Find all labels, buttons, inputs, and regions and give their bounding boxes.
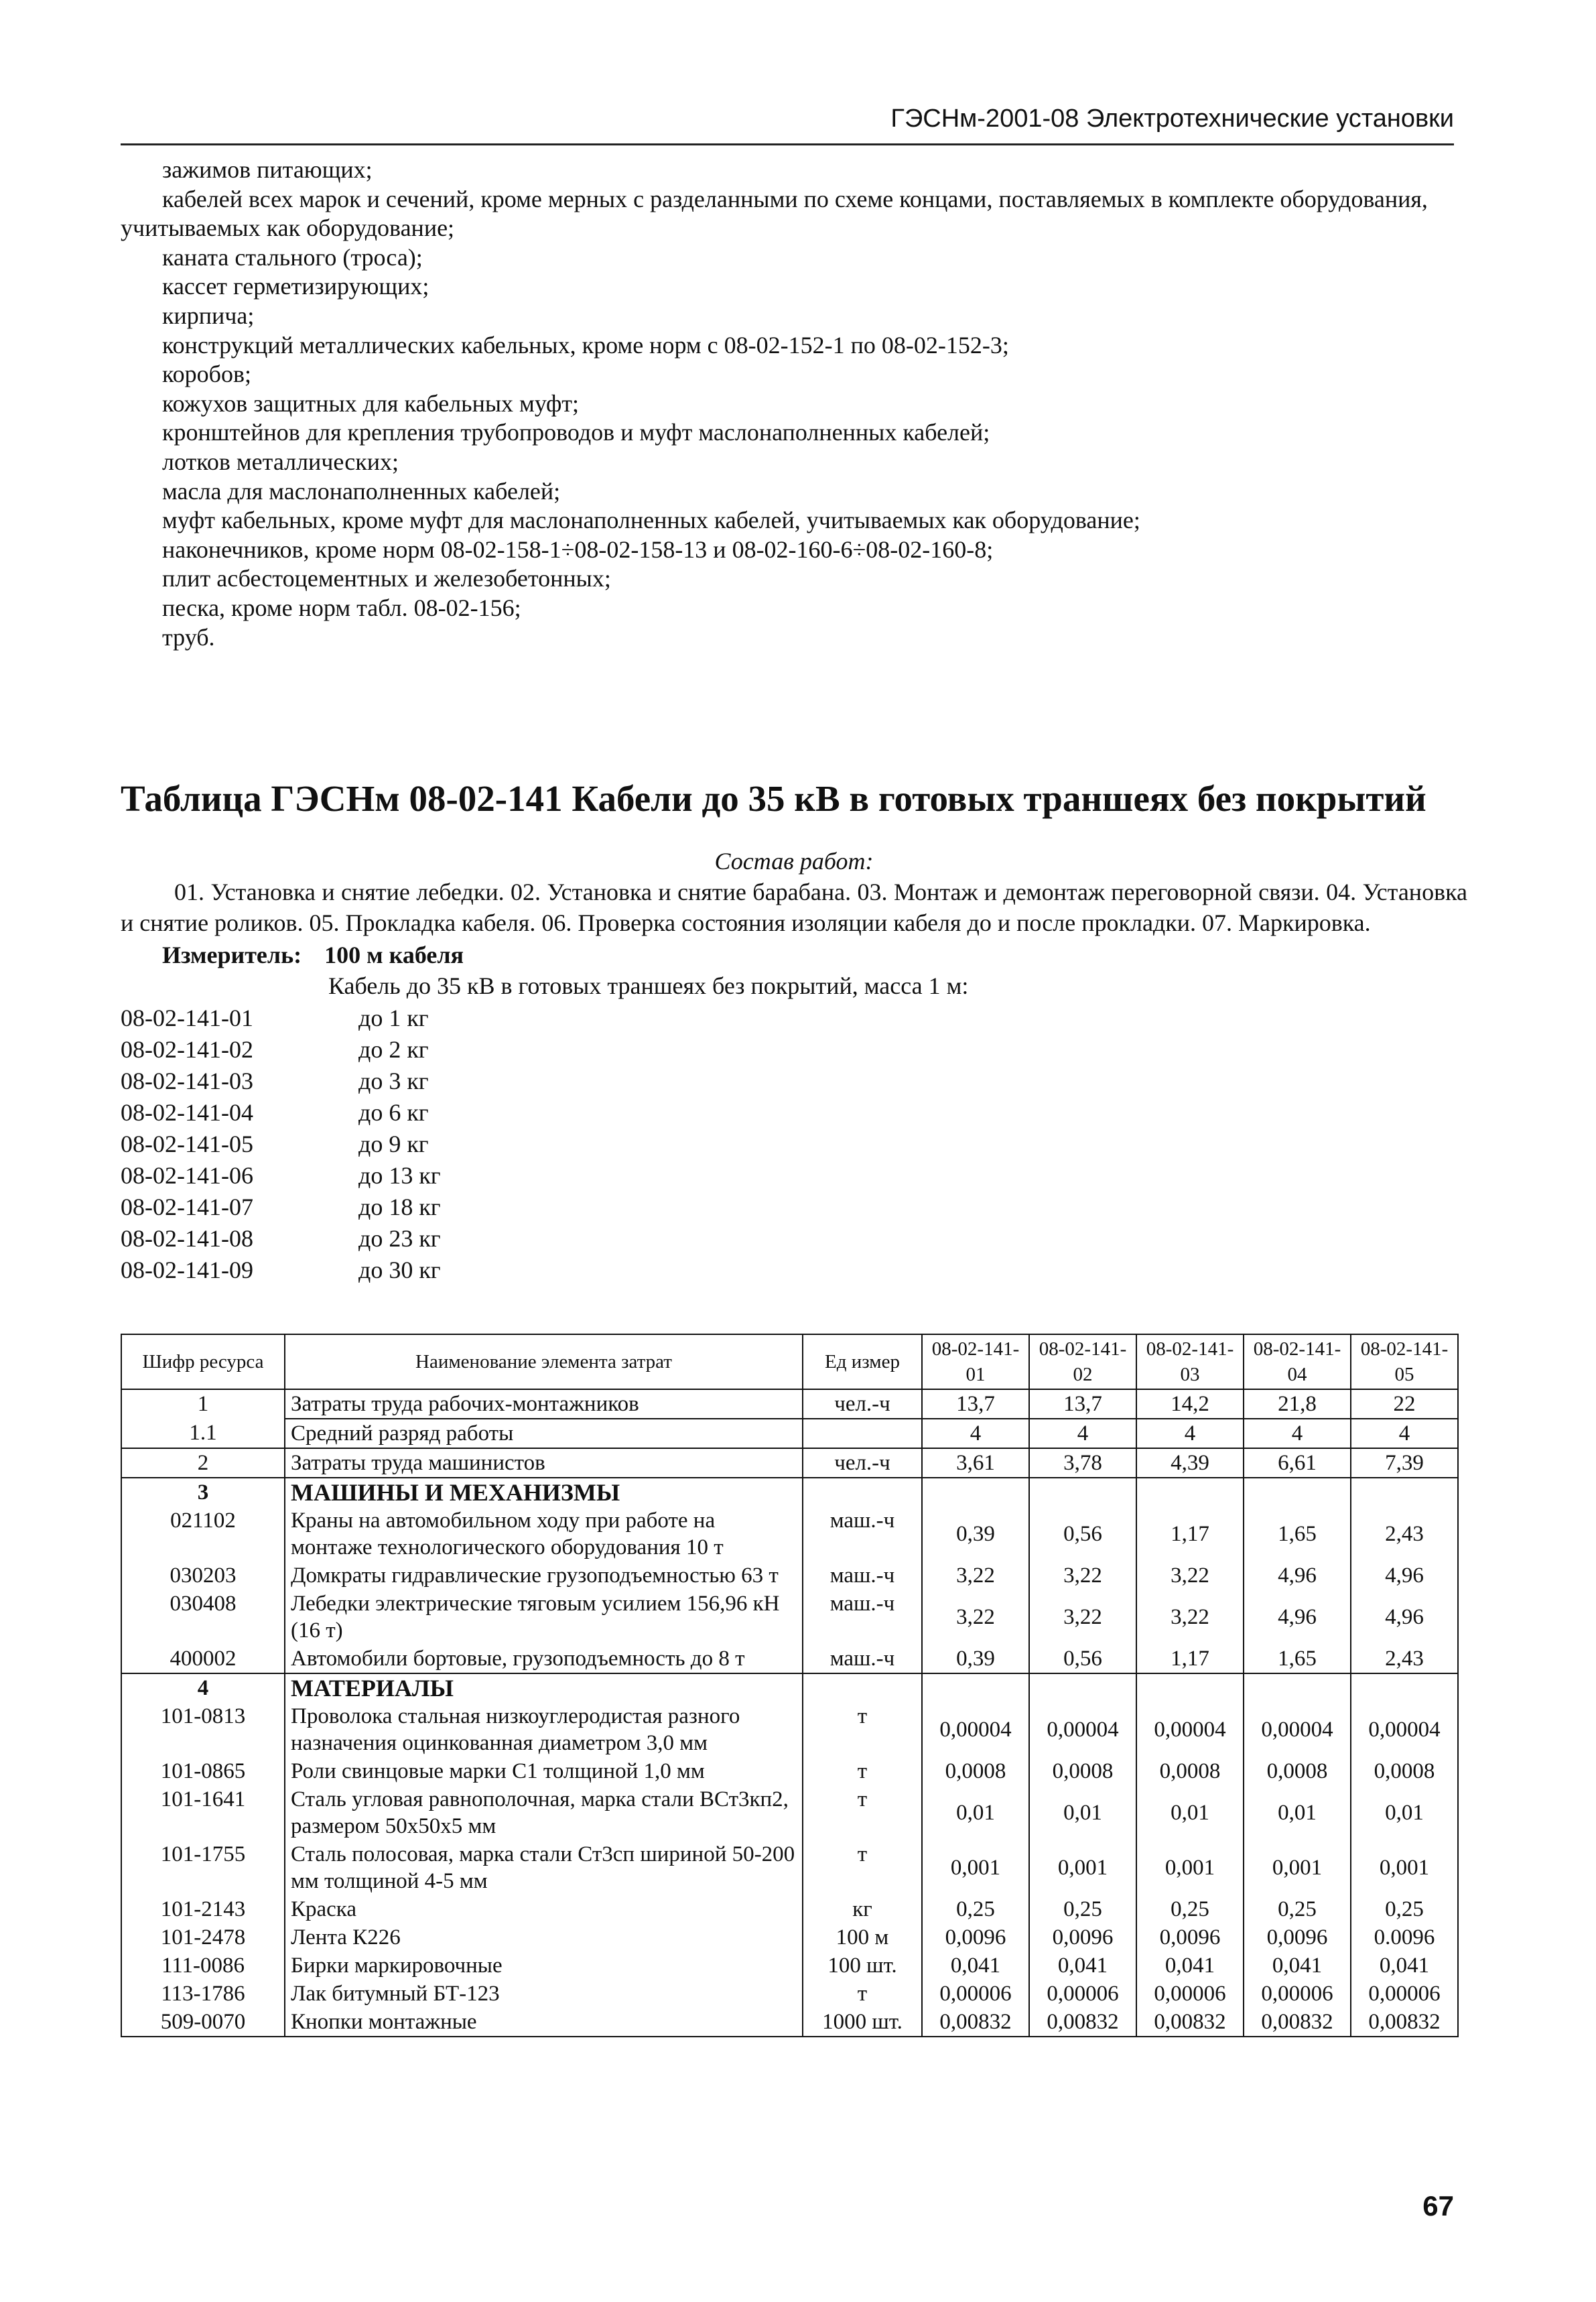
table-row	[121, 1419, 1458, 1448]
operators-group	[121, 1448, 1458, 1478]
meter-label: Измеритель:	[162, 942, 302, 968]
row-code: 400002	[121, 1645, 285, 1673]
row-name: Затраты труда рабочих-монтажников	[285, 1389, 803, 1419]
row-value: 3,22	[1029, 1561, 1136, 1590]
row-value: 0,39	[922, 1645, 1029, 1673]
meter-value: 100 м кабеля	[324, 942, 464, 968]
row-value: 3,22	[1029, 1590, 1136, 1645]
row-value: 0,00832	[922, 2008, 1029, 2037]
machines-group	[121, 1478, 1458, 1673]
norm-code: 08-02-141-06	[121, 1162, 253, 1189]
work-caption: Состав работ:	[714, 848, 874, 875]
norm-mass: до 13 кг	[358, 1162, 441, 1189]
row-value: 0,39	[922, 1507, 1029, 1561]
row-value: 0,00832	[1351, 2008, 1458, 2037]
row-value: 0,041	[922, 1952, 1029, 1980]
row-value: 0,00006	[1351, 1980, 1458, 2008]
row-name: Проволока стальная низкоуглеродистая разного назначения оцинкованная диаметром 3,0 мм	[285, 1702, 803, 1757]
section-row	[121, 1673, 1458, 1702]
work-text: 01. Установка и снятие лебедки. 02. Установка и снятие барабана. 03. Монтаж и демонтаж переговорной связи. 04. Установка и снятие роликов. 05. Прокладка кабеля. 06. Проверка состояния изоляции кабеля до и после прокладки. 07. Маркировка.	[121, 879, 1467, 936]
row-name: Роли свинцовые марки С1 толщиной 1,0 мм	[285, 1757, 803, 1785]
row-unit: т	[803, 1980, 922, 2008]
list-item: плит асбестоцементных и железобетонных;	[162, 565, 611, 592]
list-item: зажимов питающих;	[162, 156, 373, 183]
norm-mass: до 30 кг	[358, 1257, 441, 1283]
row-value: 0,001	[1351, 1840, 1458, 1895]
row-code: 113-1786	[121, 1980, 285, 2008]
list-item: кожухов защитных для кабельных муфт;	[162, 389, 580, 417]
row-unit: маш.-ч	[803, 1645, 922, 1673]
row-name: Домкраты гидравлические грузоподъемностью 63 т	[285, 1561, 803, 1590]
norm-code-row	[121, 1003, 1467, 1034]
row-code: 101-0865	[121, 1757, 285, 1785]
row-value: 13,7	[1029, 1389, 1136, 1419]
row-name: Автомобили бортовые, грузоподъемность до 8 т	[285, 1645, 803, 1673]
row-value: 0,00832	[1136, 2008, 1244, 2037]
row-unit: кг	[803, 1895, 922, 1923]
list-item: кассет герметизирующих;	[162, 273, 429, 300]
norm-code-row	[121, 1192, 1467, 1223]
row-value: 0,0008	[1136, 1757, 1244, 1785]
row-name: Сталь полосовая, марка стали Ст3сп шириной 50-200 мм толщиной 4-5 мм	[285, 1840, 803, 1895]
table-header-row	[121, 1334, 1458, 1389]
header-col: 08-02-141-03	[1136, 1334, 1244, 1389]
norm-mass: до 3 кг	[358, 1068, 429, 1094]
row-value: 4,39	[1136, 1448, 1244, 1478]
table-row	[121, 1645, 1458, 1673]
cable-subtitle: Кабель до 35 кВ в готовых траншеях без покрытий, масса 1 м:	[328, 972, 969, 999]
row-value: 3,22	[922, 1561, 1029, 1590]
row-name: Лебедки электрические тяговым усилием 156,96 кН (16 т)	[285, 1590, 803, 1645]
row-value: 0,00004	[1029, 1702, 1136, 1757]
row-value: 4	[1136, 1419, 1244, 1448]
row-value: 4	[922, 1419, 1029, 1448]
row-value: 0,001	[1029, 1840, 1136, 1895]
norm-code: 08-02-141-04	[121, 1099, 253, 1126]
list-item: песка, кроме норм табл. 08-02-156;	[162, 594, 521, 621]
row-value: 3,61	[922, 1448, 1029, 1478]
norm-mass: до 18 кг	[358, 1194, 441, 1220]
row-value: 0,00004	[922, 1702, 1029, 1757]
row-value: 22	[1351, 1389, 1458, 1419]
work-composition	[121, 846, 1467, 1286]
row-value: 13,7	[922, 1389, 1029, 1419]
row-value: 0,01	[1136, 1785, 1244, 1840]
row-value: 0,0008	[922, 1757, 1029, 1785]
row-code: 021102	[121, 1507, 285, 1561]
row-value: 0,0096	[922, 1923, 1029, 1952]
norm-codes-list	[121, 1003, 1467, 1286]
row-value: 0,041	[1244, 1952, 1351, 1980]
row-unit: чел.-ч	[803, 1389, 922, 1419]
row-unit: маш.-ч	[803, 1507, 922, 1561]
row-code: 1.1	[121, 1419, 285, 1448]
list-item: масла для маслонаполненных кабелей;	[162, 477, 561, 505]
row-name: Кнопки монтажные	[285, 2008, 803, 2037]
row-value: 0,0096	[1029, 1923, 1136, 1952]
table-row	[121, 1923, 1458, 1952]
header-col: 08-02-141-04	[1244, 1334, 1351, 1389]
list-item: коробов;	[162, 361, 251, 388]
norm-code: 08-02-141-01	[121, 1005, 253, 1031]
row-value: 0,00006	[1244, 1980, 1351, 2008]
row-value: 0,25	[1351, 1895, 1458, 1923]
norm-mass: до 2 кг	[358, 1036, 429, 1063]
list-item: труб.	[162, 623, 215, 651]
row-value: 3,22	[922, 1590, 1029, 1645]
row-value: 0,01	[1244, 1785, 1351, 1840]
header-title: ГЭСНм-2001-08 Электротехнические установки	[890, 105, 1454, 133]
table-row	[121, 1389, 1458, 1419]
table-row	[121, 1980, 1458, 2008]
header-name: Наименование элемента затрат	[285, 1334, 803, 1389]
list-item: конструкций металлических кабельных, кроме норм с 08-02-152-1 по 08-02-152-3;	[162, 331, 1009, 359]
excluded-materials-list	[121, 155, 1467, 652]
norm-code-row	[121, 1223, 1467, 1255]
table-row	[121, 1507, 1458, 1561]
norm-mass: до 9 кг	[358, 1131, 429, 1157]
row-unit: т	[803, 1702, 922, 1757]
section-title: МАШИНЫ И МЕХАНИЗМЫ	[285, 1478, 803, 1507]
row-value: 0,01	[922, 1785, 1029, 1840]
list-item: кронштейнов для крепления трубопроводов и муфт маслонаполненных кабелей;	[162, 419, 990, 446]
row-value: 2,43	[1351, 1507, 1458, 1561]
row-unit: т	[803, 1785, 922, 1840]
norm-code-row	[121, 1160, 1467, 1192]
norm-code: 08-02-141-09	[121, 1257, 253, 1283]
table-row	[121, 1590, 1458, 1645]
table-row	[121, 1702, 1458, 1757]
materials-group	[121, 1673, 1458, 2037]
row-unit: 100 м	[803, 1923, 922, 1952]
section-row	[121, 1478, 1458, 1507]
row-code: 030203	[121, 1561, 285, 1590]
row-code: 101-1641	[121, 1785, 285, 1840]
section-code: 3	[121, 1478, 285, 1507]
table-row	[121, 1785, 1458, 1840]
row-code: 111-0086	[121, 1952, 285, 1980]
row-value: 0,001	[1244, 1840, 1351, 1895]
list-item: кирпича;	[162, 302, 255, 329]
row-value: 0,041	[1136, 1952, 1244, 1980]
norm-code: 08-02-141-05	[121, 1131, 253, 1157]
row-code: 101-2143	[121, 1895, 285, 1923]
row-unit: т	[803, 1757, 922, 1785]
header-code: Шифр ресурса	[121, 1334, 285, 1389]
list-item: кабелей всех марок и сечений, кроме мерных с разделанными по схеме концами, поставляемых в комплекте оборудования, учитываемых как оборудование;	[121, 185, 1428, 242]
page-number: 67	[1422, 2190, 1454, 2222]
row-value: 0,041	[1351, 1952, 1458, 1980]
row-value: 0,00006	[1136, 1980, 1244, 2008]
table-row	[121, 1757, 1458, 1785]
row-value: 0,25	[1244, 1895, 1351, 1923]
norm-code: 08-02-141-07	[121, 1194, 253, 1220]
row-name: Краны на автомобильном ходу при работе на монтаже технологического оборудования 10 т	[285, 1507, 803, 1561]
norm-code: 08-02-141-08	[121, 1225, 253, 1252]
norm-mass: до 1 кг	[358, 1005, 429, 1031]
row-value: 0,001	[922, 1840, 1029, 1895]
row-value: 2,43	[1351, 1645, 1458, 1673]
row-value: 4	[1029, 1419, 1136, 1448]
norm-code-row	[121, 1034, 1467, 1066]
row-unit: 100 шт.	[803, 1952, 922, 1980]
table-row	[121, 1448, 1458, 1478]
row-value: 1,65	[1244, 1507, 1351, 1561]
section-title: МАТЕРИАЛЫ	[285, 1673, 803, 1702]
row-value: 0.0096	[1351, 1923, 1458, 1952]
table-heading: Таблица ГЭСНм 08-02-141 Кабели до 35 кВ в готовых траншеях без покрытий	[121, 778, 1426, 819]
row-unit: маш.-ч	[803, 1590, 922, 1645]
row-value: 3,22	[1136, 1590, 1244, 1645]
row-unit: чел.-ч	[803, 1448, 922, 1478]
norm-mass: до 23 кг	[358, 1225, 441, 1252]
row-value: 0,0008	[1351, 1757, 1458, 1785]
cost-table	[121, 1334, 1459, 2037]
row-value: 4	[1351, 1419, 1458, 1448]
labor-group	[121, 1389, 1458, 1448]
page-header	[121, 101, 1454, 145]
row-name: Лента К226	[285, 1923, 803, 1952]
norm-mass: до 6 кг	[358, 1099, 429, 1126]
row-unit: 1000 шт.	[803, 2008, 922, 2037]
list-item: муфт кабельных, кроме муфт для маслонаполненных кабелей, учитываемых как оборудование;	[162, 507, 1140, 534]
row-value: 4,96	[1351, 1590, 1458, 1645]
row-value: 0,0096	[1136, 1923, 1244, 1952]
row-value: 0,01	[1351, 1785, 1458, 1840]
norm-code-row	[121, 1255, 1467, 1286]
row-value: 1,65	[1244, 1645, 1351, 1673]
table-row	[121, 1895, 1458, 1923]
norm-code: 08-02-141-02	[121, 1036, 253, 1063]
norm-code-row	[121, 1097, 1467, 1129]
row-value: 7,39	[1351, 1448, 1458, 1478]
row-code: 1	[121, 1389, 285, 1419]
table-row	[121, 1840, 1458, 1895]
row-code: 101-2478	[121, 1923, 285, 1952]
row-value: 0,00006	[1029, 1980, 1136, 2008]
row-value: 0,56	[1029, 1645, 1136, 1673]
header-col: 08-02-141-01	[922, 1334, 1029, 1389]
norm-code-row	[121, 1129, 1467, 1160]
table-row	[121, 1561, 1458, 1590]
row-name: Краска	[285, 1895, 803, 1923]
row-name: Сталь угловая равнополочная, марка стали ВСт3кп2, размером 50х50х5 мм	[285, 1785, 803, 1840]
row-name: Средний разряд работы	[285, 1419, 803, 1448]
list-item: наконечников, кроме норм 08-02-158-1÷08-02-158-13 и 08-02-160-6÷08-02-160-8;	[162, 535, 994, 563]
row-unit: т	[803, 1840, 922, 1895]
list-item: каната стального (троса);	[162, 243, 423, 271]
row-value: 3,22	[1136, 1561, 1244, 1590]
row-value: 0,00004	[1136, 1702, 1244, 1757]
row-unit	[803, 1419, 922, 1448]
row-value: 0,25	[1136, 1895, 1244, 1923]
row-name: Бирки маркировочные	[285, 1952, 803, 1980]
table-row	[121, 2008, 1458, 2037]
header-unit: Ед измер	[803, 1334, 922, 1389]
norm-code: 08-02-141-03	[121, 1068, 253, 1094]
row-value: 0,00004	[1351, 1702, 1458, 1757]
row-value: 4	[1244, 1419, 1351, 1448]
row-value: 21,8	[1244, 1389, 1351, 1419]
meter-line	[121, 940, 1467, 970]
row-value: 4,96	[1351, 1561, 1458, 1590]
header-col: 08-02-141-02	[1029, 1334, 1136, 1389]
section-code: 4	[121, 1673, 285, 1702]
row-value: 0,25	[922, 1895, 1029, 1923]
row-value: 4,96	[1244, 1590, 1351, 1645]
norm-code-row	[121, 1066, 1467, 1097]
row-name: Лак битумный БТ-123	[285, 1980, 803, 2008]
row-value: 0,56	[1029, 1507, 1136, 1561]
row-value: 0,00004	[1244, 1702, 1351, 1757]
header-col: 08-02-141-05	[1351, 1334, 1458, 1389]
row-value: 4,96	[1244, 1561, 1351, 1590]
row-value: 0,25	[1029, 1895, 1136, 1923]
row-name: Затраты труда машинистов	[285, 1448, 803, 1478]
row-value: 0,00832	[1244, 2008, 1351, 2037]
row-value: 0,0096	[1244, 1923, 1351, 1952]
row-value: 0,041	[1029, 1952, 1136, 1980]
row-value: 14,2	[1136, 1389, 1244, 1419]
row-unit: маш.-ч	[803, 1561, 922, 1590]
row-value: 0,00006	[922, 1980, 1029, 2008]
row-code: 2	[121, 1448, 285, 1478]
row-value: 0,00832	[1029, 2008, 1136, 2037]
row-code: 101-0813	[121, 1702, 285, 1757]
row-code: 101-1755	[121, 1840, 285, 1895]
row-code: 030408	[121, 1590, 285, 1645]
row-value: 0,0008	[1244, 1757, 1351, 1785]
list-item: лотков металлических;	[162, 448, 399, 475]
row-value: 3,78	[1029, 1448, 1136, 1478]
row-value: 0,01	[1029, 1785, 1136, 1840]
row-code: 509-0070	[121, 2008, 285, 2037]
row-value: 0,001	[1136, 1840, 1244, 1895]
row-value: 6,61	[1244, 1448, 1351, 1478]
row-value: 1,17	[1136, 1507, 1244, 1561]
row-value: 1,17	[1136, 1645, 1244, 1673]
table-row	[121, 1952, 1458, 1980]
row-value: 0,0008	[1029, 1757, 1136, 1785]
